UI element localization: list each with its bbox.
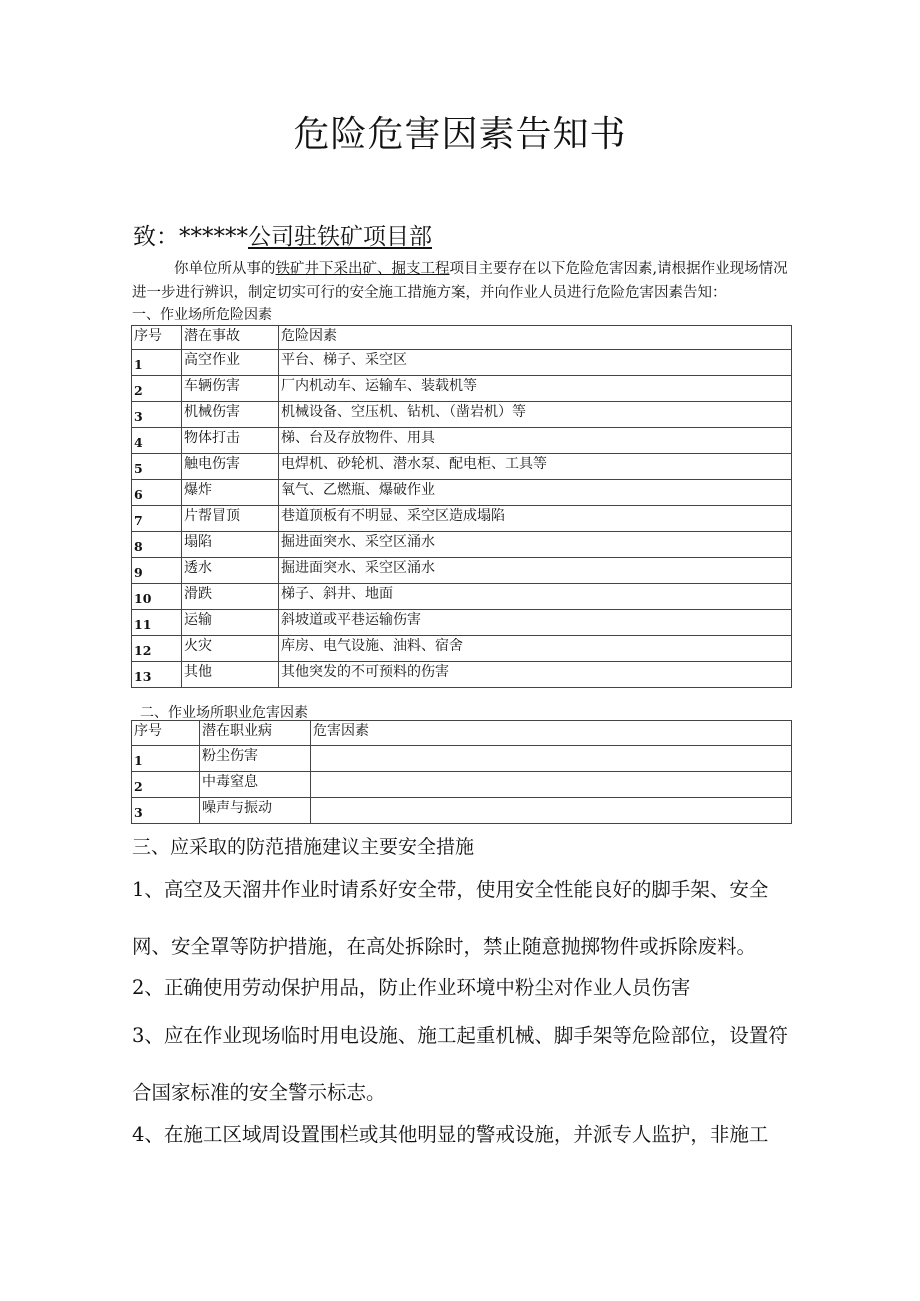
accident-cell: 车辆伤害 bbox=[182, 376, 279, 402]
row-number: 4 bbox=[132, 428, 182, 454]
accident-cell: 其他 bbox=[182, 662, 279, 688]
factor-cell: 巷道顶板有不明显、采空区造成塌陷 bbox=[279, 506, 792, 532]
accident-cell: 火灾 bbox=[182, 636, 279, 662]
factor-cell: 厂内机动车、运输车、装载机等 bbox=[279, 376, 792, 402]
addressee-line bbox=[133, 218, 432, 251]
occupational-hazard-table bbox=[131, 720, 792, 824]
accident-cell: 塌陷 bbox=[182, 532, 279, 558]
header-cell: 危害因素 bbox=[311, 721, 792, 746]
factor-cell: 斜坡道或平巷运输伤害 bbox=[279, 610, 792, 636]
disease-cell: 粉尘伤害 bbox=[200, 746, 311, 772]
table-row bbox=[132, 558, 792, 584]
row-number: 1 bbox=[132, 350, 182, 376]
table-row bbox=[132, 428, 792, 454]
row-number: 2 bbox=[132, 772, 200, 798]
factor-cell bbox=[311, 798, 792, 824]
header-cell: 序号 bbox=[132, 721, 200, 746]
accident-cell: 爆炸 bbox=[182, 480, 279, 506]
intro-part1: 你单位所从事的 bbox=[174, 261, 276, 277]
addressee-company: 公司驻铁矿项目部 bbox=[248, 224, 432, 250]
row-number: 9 bbox=[132, 558, 182, 584]
factor-cell: 其他突发的不可预料的伤害 bbox=[279, 662, 792, 688]
intro-paragraph bbox=[132, 257, 794, 305]
row-number: 8 bbox=[132, 532, 182, 558]
table-row bbox=[132, 798, 792, 824]
factor-cell: 平台、梯子、采空区 bbox=[279, 350, 792, 376]
table-row bbox=[132, 746, 792, 772]
table-row bbox=[132, 532, 792, 558]
measure-item: 1、高空及天溜井作业时请系好安全带，使用安全性能良好的脚手架、安全网、安全罩等防护措施，在高处拆除时，禁止随意抛掷物件或拆除废料。 bbox=[132, 878, 769, 958]
section3-heading: 三、应采取的防范措施建议主要安全措施 bbox=[132, 836, 475, 858]
disease-cell: 噪声与振动 bbox=[200, 798, 311, 824]
disease-cell: 中毒窒息 bbox=[200, 772, 311, 798]
header-cell: 序号 bbox=[132, 326, 182, 350]
intro-part2: 项目主要存在以下危险危害因素,请根据作业现场情况进一步进行辨识，制定切实可行的安全施工措施方案，并向作业人员进行危险危害因素告知： bbox=[132, 261, 788, 301]
factor-cell: 电焊机、砂轮机、潜水泵、配电柜、工具等 bbox=[279, 454, 792, 480]
row-number: 3 bbox=[132, 402, 182, 428]
header-cell: 潜在事故 bbox=[182, 326, 279, 350]
header-cell: 潜在职业病 bbox=[200, 721, 311, 746]
section2-heading: 二、作业场所职业危害因素 bbox=[140, 705, 308, 721]
accident-cell: 滑跌 bbox=[182, 584, 279, 610]
table-header-row bbox=[132, 326, 792, 350]
table-row bbox=[132, 610, 792, 636]
table-row bbox=[132, 350, 792, 376]
table-row bbox=[132, 584, 792, 610]
section1-heading: 一、作业场所危险因素 bbox=[132, 307, 272, 323]
accident-cell: 片帮冒顶 bbox=[182, 506, 279, 532]
table-row bbox=[132, 662, 792, 688]
factor-cell: 库房、电气设施、油料、宿舍 bbox=[279, 636, 792, 662]
row-number: 12 bbox=[132, 636, 182, 662]
row-number: 2 bbox=[132, 376, 182, 402]
factor-cell: 梯、台及存放物件、用具 bbox=[279, 428, 792, 454]
header-cell: 危险因素 bbox=[279, 326, 792, 350]
addressee-prefix: 致：****** bbox=[133, 224, 248, 250]
row-number: 6 bbox=[132, 480, 182, 506]
table-header-row bbox=[132, 721, 792, 746]
row-number: 5 bbox=[132, 454, 182, 480]
factor-cell: 梯子、斜井、地面 bbox=[279, 584, 792, 610]
factor-cell: 掘进面突水、采空区涌水 bbox=[279, 558, 792, 584]
factor-cell bbox=[311, 746, 792, 772]
accident-cell: 物体打击 bbox=[182, 428, 279, 454]
row-number: 13 bbox=[132, 662, 182, 688]
factor-cell bbox=[311, 772, 792, 798]
table-row bbox=[132, 480, 792, 506]
table-row bbox=[132, 376, 792, 402]
factor-cell: 机械设备、空压机、钻机、（凿岩机）等 bbox=[279, 402, 792, 428]
row-number: 1 bbox=[132, 746, 200, 772]
hazard-table bbox=[131, 325, 792, 688]
factor-cell: 掘进面突水、采空区涌水 bbox=[279, 532, 792, 558]
factor-cell: 氧气、乙燃瓶、爆破作业 bbox=[279, 480, 792, 506]
measure-item: 2、正确使用劳动保护用品，防止作业环境中粉尘对作业人员伤害 bbox=[132, 976, 691, 999]
table-row bbox=[132, 636, 792, 662]
row-number: 7 bbox=[132, 506, 182, 532]
accident-cell: 机械伤害 bbox=[182, 402, 279, 428]
document-title: 危险危害因素告知书 bbox=[293, 114, 627, 155]
table-row bbox=[132, 402, 792, 428]
table-row bbox=[132, 454, 792, 480]
accident-cell: 触电伤害 bbox=[182, 454, 279, 480]
accident-cell: 运输 bbox=[182, 610, 279, 636]
row-number: 3 bbox=[132, 798, 200, 824]
intro-project-name: 铁矿井下采出矿、掘支工程 bbox=[275, 261, 450, 277]
accident-cell: 高空作业 bbox=[182, 350, 279, 376]
accident-cell: 透水 bbox=[182, 558, 279, 584]
table-row bbox=[132, 772, 792, 798]
table-row bbox=[132, 506, 792, 532]
measure-item: 3、应在作业现场临时用电设施、施工起重机械、脚手架等危险部位，设置符合国家标准的安全警示标志。 bbox=[132, 1024, 788, 1104]
measure-item: 4、在施工区域周设置围栏或其他明显的警戒设施，并派专人监护，非施工 bbox=[132, 1123, 769, 1146]
row-number: 11 bbox=[132, 610, 182, 636]
row-number: 10 bbox=[132, 584, 182, 610]
